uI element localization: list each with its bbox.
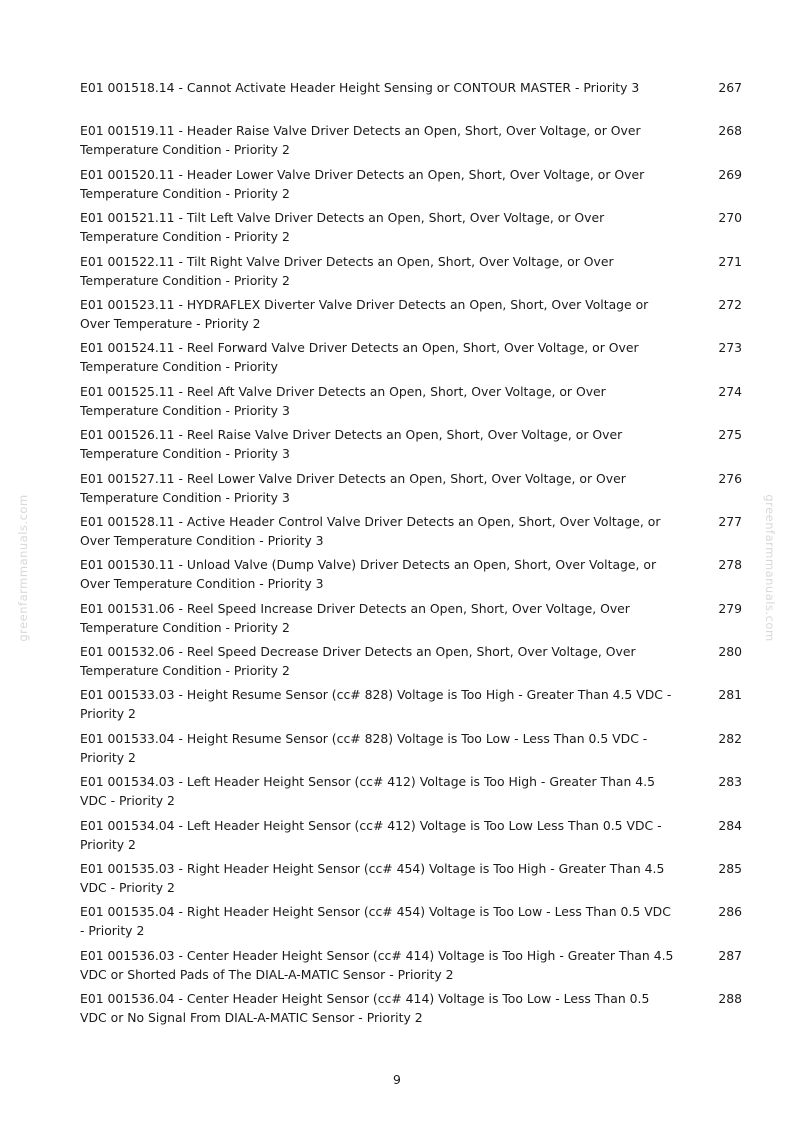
toc-entry-page[interactable]: 288 [718, 991, 742, 1007]
toc-entry-page[interactable]: 279 [718, 600, 742, 616]
toc-entry-title[interactable]: E01 001534.03 - Left Header Height Sensor (cc# 412) Voltage is Too High - Greater Than 4.5 VDC - Priority 2 [80, 774, 656, 809]
page-number: 9 [393, 1072, 401, 1087]
toc-entry-title[interactable]: E01 001532.06 - Reel Speed Decrease Driver Detects an Open, Short, Over Voltage, Over Temperature Condition - Priority 2 [80, 644, 636, 679]
toc-entry-page[interactable]: 270 [718, 210, 742, 226]
toc-entry[interactable] [80, 685, 742, 728]
toc-entry-title[interactable]: E01 001521.11 - Tilt Left Valve Driver Detects an Open, Short, Over Voltage, or Over Temperature Condition - Priority 2 [80, 210, 605, 245]
toc-entry-title[interactable]: E01 001524.11 - Reel Forward Valve Driver Detects an Open, Short, Over Voltage, or Over Temperature Condition - Priority [80, 340, 639, 375]
toc-entry-page[interactable]: 287 [718, 947, 742, 963]
toc-entry-page[interactable]: 274 [718, 383, 742, 399]
toc-entry[interactable] [80, 252, 742, 295]
toc-entry[interactable] [80, 772, 742, 815]
toc-entry[interactable] [80, 165, 742, 208]
toc-entry-page[interactable]: 280 [718, 644, 742, 660]
toc-entry-title[interactable]: E01 001533.03 - Height Resume Sensor (cc# 828) Voltage is Too High - Greater Than 4.5 VDC - Priority 2 [80, 687, 672, 722]
toc-entry[interactable] [80, 425, 742, 468]
toc-entry-title[interactable]: E01 001527.11 - Reel Lower Valve Driver Detects an Open, Short, Over Voltage, or Over Temperature Condition - Priority 3 [80, 470, 626, 505]
toc-entry-title[interactable]: E01 001535.04 - Right Header Height Sensor (cc# 454) Voltage is Too Low - Less Than 0.5 VDC - Priority 2 [80, 904, 671, 939]
toc-entry-page[interactable]: 278 [718, 557, 742, 573]
toc-entry-page[interactable]: 276 [718, 470, 742, 486]
toc-entry[interactable] [80, 512, 742, 555]
toc-entry-page[interactable]: 281 [718, 687, 742, 703]
toc-entry-title[interactable]: E01 001519.11 - Header Raise Valve Driver Detects an Open, Short, Over Voltage, or Over Temperature Condition - Priority 2 [80, 123, 641, 158]
toc-entry-title[interactable]: E01 001531.06 - Reel Speed Increase Driver Detects an Open, Short, Over Voltage, Over Temperature Condition - Priority 2 [80, 600, 630, 635]
toc-entry-page[interactable]: 277 [718, 513, 742, 529]
watermark-right: greenfarmmanuals.com [763, 494, 777, 642]
toc-entry-title[interactable]: E01 001528.11 - Active Header Control Valve Driver Detects an Open, Short, Over Voltage, or Over Temperature Condition - Priority 3 [80, 513, 661, 548]
toc-entry-title[interactable]: E01 001530.11 - Unload Valve (Dump Valve) Driver Detects an Open, Short, Over Voltage, or Over Temperature Condition - Priority 3 [80, 557, 657, 592]
watermark-left: greenfarmmanuals.com [16, 494, 30, 642]
toc-entry-page[interactable]: 284 [718, 817, 742, 833]
toc-entry-title[interactable]: E01 001518.14 - Cannot Activate Header Height Sensing or CONTOUR MASTER - Priority 3 [80, 80, 640, 95]
toc-entry-page[interactable]: 267 [718, 80, 742, 95]
toc-entry-title[interactable]: E01 001522.11 - Tilt Right Valve Driver Detects an Open, Short, Over Voltage, or Over Temperature Condition - Priority 2 [80, 253, 614, 288]
toc-entry-title[interactable]: E01 001525.11 - Reel Aft Valve Driver Detects an Open, Short, Over Voltage, or Over Temperature Condition - Priority 3 [80, 383, 606, 418]
toc-entry[interactable] [80, 599, 742, 642]
toc-entry-title[interactable]: E01 001536.03 - Center Header Height Sensor (cc# 414) Voltage is Too High - Greater Than 4.5 VDC or Shorted Pads of The DIAL-A-MATIC Sensor - Priority 2 [80, 947, 674, 982]
toc-entry[interactable] [80, 989, 742, 1032]
toc-entry[interactable] [80, 208, 742, 251]
toc-entry-page[interactable]: 268 [718, 123, 742, 139]
toc-entry[interactable] [80, 121, 742, 164]
table-of-contents [80, 78, 742, 1033]
toc-entry-title[interactable]: E01 001523.11 - HYDRAFLEX Diverter Valve Driver Detects an Open, Short, Over Voltage or Over Temperature - Priority 2 [80, 296, 649, 331]
toc-entry[interactable] [80, 642, 742, 685]
toc-entry-title[interactable]: E01 001535.03 - Right Header Height Sensor (cc# 454) Voltage is Too High - Greater Than 4.5 VDC - Priority 2 [80, 861, 665, 896]
toc-entry-title[interactable]: E01 001534.04 - Left Header Height Sensor (cc# 412) Voltage is Too Low Less Than 0.5 VDC - Priority 2 [80, 817, 662, 852]
toc-entry-page[interactable]: 272 [718, 296, 742, 312]
toc-entry-page[interactable]: 283 [718, 774, 742, 790]
toc-entry[interactable] [80, 946, 742, 989]
toc-entry-page[interactable]: 271 [718, 253, 742, 269]
toc-entry-page[interactable]: 282 [718, 730, 742, 746]
toc-entry-title[interactable]: E01 001536.04 - Center Header Height Sensor (cc# 414) Voltage is Too Low - Less Than 0.5 VDC or No Signal From DIAL-A-MATIC Sensor - Priority 2 [80, 991, 650, 1026]
toc-entry[interactable] [80, 78, 742, 121]
toc-entry-page[interactable]: 286 [718, 904, 742, 920]
toc-entry[interactable] [80, 469, 742, 512]
toc-entry[interactable] [80, 902, 742, 945]
toc-entry-title[interactable]: E01 001520.11 - Header Lower Valve Driver Detects an Open, Short, Over Voltage, or Over Temperature Condition - Priority 2 [80, 166, 645, 201]
toc-entry[interactable] [80, 338, 742, 381]
toc-entry[interactable] [80, 555, 742, 598]
toc-entry[interactable] [80, 816, 742, 859]
toc-entry-title[interactable]: E01 001533.04 - Height Resume Sensor (cc# 828) Voltage is Too Low - Less Than 0.5 VDC - Priority 2 [80, 730, 648, 765]
toc-entry-title[interactable]: E01 001526.11 - Reel Raise Valve Driver Detects an Open, Short, Over Voltage, or Over Temperature Condition - Priority 3 [80, 427, 623, 462]
toc-entry-page[interactable]: 285 [718, 861, 742, 877]
toc-entry-page[interactable]: 275 [718, 427, 742, 443]
toc-entry-page[interactable]: 269 [718, 166, 742, 182]
toc-entry[interactable] [80, 295, 742, 338]
toc-entry[interactable] [80, 859, 742, 902]
toc-entry[interactable] [80, 382, 742, 425]
toc-entry[interactable] [80, 729, 742, 772]
toc-entry-page[interactable]: 273 [718, 340, 742, 356]
